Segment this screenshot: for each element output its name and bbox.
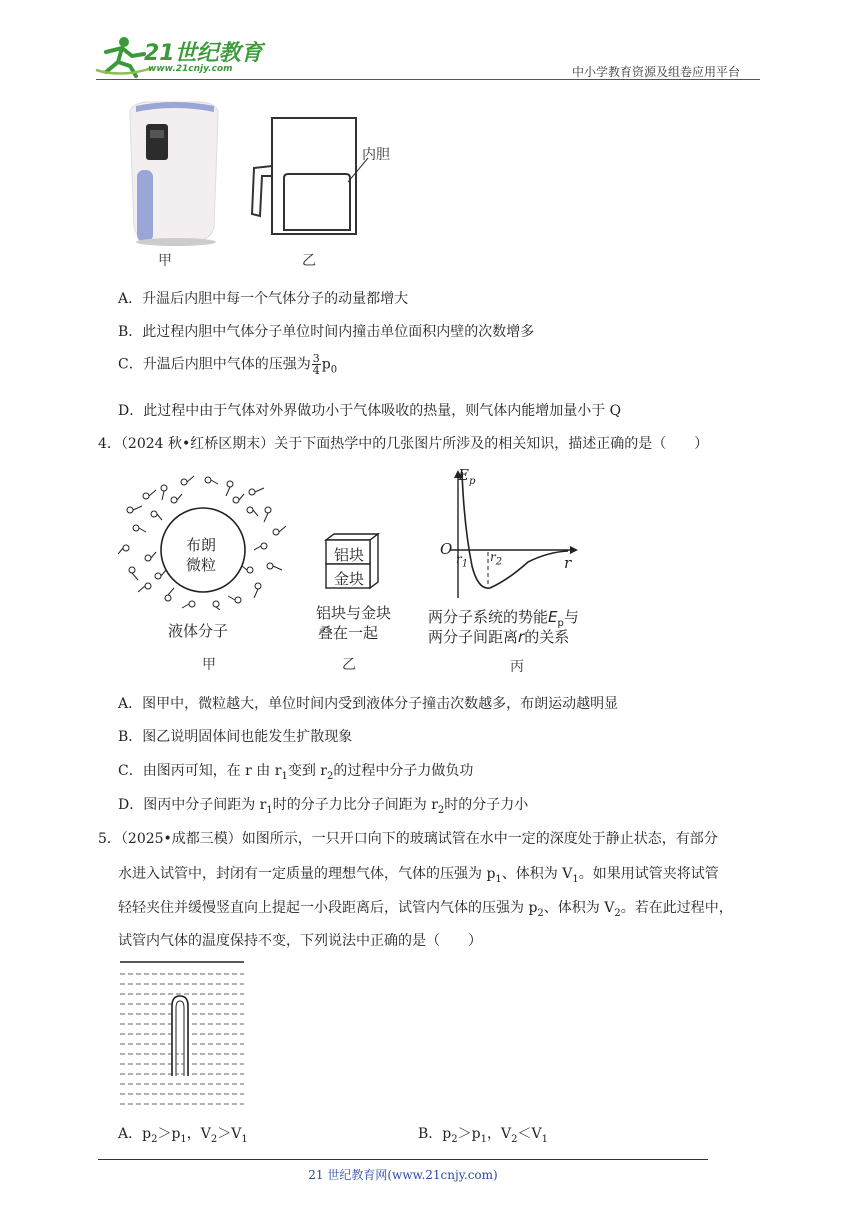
graph-x-axis-label: r (564, 554, 572, 572)
footer-site-link[interactable]: 21 世纪教育网(www.21cnjy.com) (308, 1168, 498, 1182)
graph-r1-label: $r_1$ (456, 552, 469, 570)
q5-option-a: A．$p_2>p_1$，$V_2>V_1$ (118, 1126, 248, 1145)
q4-option-c: C．由图丙可知，在 r 由 $r_1$变到 $r_2$的过程中分子力做负功 (118, 763, 474, 782)
q3-option-a: A．升温后内胆中每一个气体分子的动量都增大 (118, 291, 409, 307)
air-fryer-illustration (116, 96, 406, 276)
q4-fig-label-yi: 乙 (342, 657, 356, 673)
q3-option-b: B．此过程内胆中气体分子单位时间内撞击单位面积内壁的次数增多 (118, 324, 535, 340)
q4-fig-jia (118, 470, 288, 673)
q4-fig-label-bing: 丙 (510, 659, 524, 675)
blocks-caption-line1: 铝块与金块 (316, 604, 392, 622)
q3-option-c-text: C．升温后内胆中气体的压强为 (118, 356, 311, 373)
test-tube-in-water-diagram (118, 958, 248, 1108)
q3-inner-label: 内胆 (362, 147, 390, 163)
q4-stem: 4．（2024 秋•红桥区期末）关于下面热学中的几张图片所涉及的相关知识，描述正确的是（ ） (98, 436, 709, 452)
header-logo (92, 34, 262, 78)
brownian-particle-label-2: 微粒 (186, 556, 217, 574)
q3-fig-label-jia: 甲 (158, 253, 172, 269)
q3-option-d: D．此过程中由于气体对外界做功小于气体吸收的热量，则气体内能增加量小于 Q (118, 403, 622, 419)
q5-option-b: B．$p_2>p_1$，$V_2<V_1$ (418, 1126, 548, 1145)
q4-fig-bing (428, 466, 598, 674)
pressure-subscript: 0 (330, 364, 338, 376)
q5-stem-line1: 5．（2025•成都三模）如图所示，一只开口向下的玻璃试管在水中一定的深度处于静止状态，有部分 (98, 831, 718, 847)
q4-option-d: D．图丙中分子间距为 $r_1$时的分子力比分子间距为 $r_2$时的分子力小 (118, 797, 529, 816)
graph-y-axis-label: $E_p$ (458, 466, 476, 487)
q4-option-b: B．图乙说明固体间也能发生扩散现象 (118, 729, 353, 745)
brownian-particle-label-1: 布朗 (186, 536, 217, 554)
footer-divider (98, 1159, 708, 1160)
potential-energy-graph (428, 466, 588, 606)
potential-caption-line1: 两分子系统的势能$E_p$与 (428, 608, 579, 629)
fraction-three-quarters (312, 353, 321, 376)
pressure-symbol: p (321, 356, 331, 373)
fraction-denominator: 4 (312, 364, 320, 377)
blocks-caption-line2: 叠在一起 (318, 624, 379, 642)
header-divider (96, 79, 760, 80)
header-platform-text: 中小学教育资源及组卷应用平台 (572, 65, 741, 79)
q5-stem-line2: 水进入试管中，封闭有一定质量的理想气体，气体的压强为 $p_1$、体积为 $V_1$。如果用试管夹将试管 (118, 866, 719, 885)
aluminum-block-label: 铝块 (334, 546, 365, 564)
graph-origin-label: O (440, 540, 453, 558)
fraction-numerator: 3 (312, 352, 320, 365)
q3-fig-label-yi: 乙 (302, 253, 316, 269)
q3-figure (116, 96, 406, 276)
q5-stem-line3: 轻轻夹住并缓慢竖直向上提起一小段距离后，试管内气体的压强为 $p_2$、体积为 $V_2$。若在此过程中， (118, 900, 733, 919)
q5-stem-line4: 试管内气体的温度保持不变，下列说法中正确的是（ ） (118, 933, 482, 949)
logo-title: 21世纪教育 (144, 41, 263, 66)
liquid-molecule-caption: 液体分子 (168, 622, 229, 640)
q4-option-a: A．图甲中，微粒越大，单位时间内受到液体分子撞击次数越多，布朗运动越明显 (118, 696, 619, 712)
logo-url: www.21cnjy.com (148, 64, 233, 74)
q4-fig-yi (316, 530, 416, 673)
gold-block-label: 金块 (334, 570, 365, 588)
q3-option-c (118, 353, 337, 376)
potential-caption-line2: 两分子间距离r的关系 (428, 628, 570, 646)
graph-r2-label: $r_2$ (490, 550, 503, 568)
q5-figure (118, 958, 248, 1108)
q4-fig-label-jia: 甲 (202, 657, 216, 673)
